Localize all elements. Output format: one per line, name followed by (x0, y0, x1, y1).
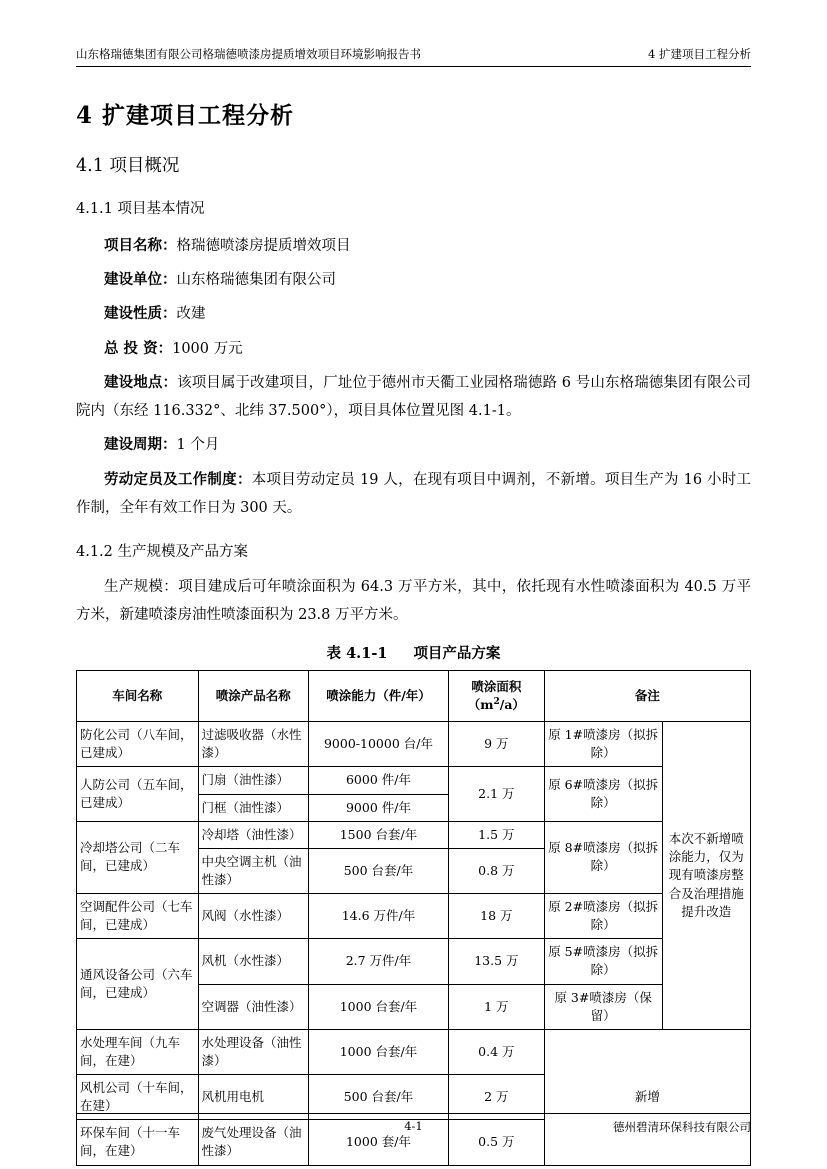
info-value: 本项目劳动定员 19 人，在现有项目中调剂，不新增。项目生产为 16 小时工作制，全年有效工作日为 300 天。 (76, 471, 751, 516)
info-value: 该项目属于改建项目，厂址位于德州市天衢工业园格瑞德路 6 号山东格瑞德集团有限公司院内（东经 116.332°、北纬 37.500°），项目具体位置见图 4.1-1。 (76, 374, 751, 420)
cell-product: 风机（水性漆） (198, 939, 308, 984)
info-label: 建设性质： (104, 305, 177, 323)
cell-product: 门框（油性漆） (198, 794, 308, 821)
table-caption-title: 项目产品方案 (413, 644, 501, 662)
cell-area: 9 万 (448, 722, 544, 767)
subsection-title-basic-info: 4.1.1 项目基本情况 (76, 200, 205, 217)
page-footer (76, 1113, 751, 1135)
info-value: 山东格瑞德集团有限公司 (176, 272, 336, 289)
info-total-investment (76, 335, 751, 363)
header-left-text: 山东格瑞德集团有限公司格瑞德喷漆房提质增效项目环境影响报告书 (76, 47, 421, 61)
cell-product: 中央空调主机（油性漆） (198, 848, 308, 893)
table-row (77, 767, 751, 794)
info-construction-period (76, 431, 751, 459)
col-area-unit2: /a） (499, 697, 525, 712)
cell-note: 原 6#喷漆房（拟拆除） (544, 767, 662, 821)
info-construction-nature (76, 300, 751, 328)
cell-product: 水处理设备（油性漆） (198, 1029, 308, 1074)
col-area-unit: （m (467, 697, 494, 712)
cell-note: 原 8#喷漆房（拟拆除） (544, 821, 662, 893)
header-right-text: 4 扩建项目工程分析 (648, 47, 751, 61)
table-header-row (77, 670, 751, 721)
cell-note: 原 2#喷漆房（拟拆除） (544, 894, 662, 939)
cell-product: 门扇（油性漆） (198, 767, 308, 794)
cell-note: 原 5#喷漆房（拟拆除） (544, 939, 662, 984)
info-label: 建设单位： (104, 271, 177, 289)
cell-capacity: 500 台套/年 (309, 1075, 449, 1120)
info-label: 项目名称： (104, 236, 177, 254)
cell-capacity: 14.6 万件/年 (309, 894, 449, 939)
info-value: 1000 万元 (172, 340, 243, 357)
cell-capacity: 1500 台套/年 (309, 821, 449, 848)
info-value: 改建 (176, 306, 206, 323)
col-area (448, 670, 544, 721)
info-staffing-schedule (76, 466, 751, 523)
running-header (76, 48, 751, 67)
cell-note: 原 3#喷漆房（保留） (544, 984, 662, 1029)
cell-capacity: 500 台套/年 (309, 848, 449, 893)
table-row (77, 939, 751, 984)
info-value: 格瑞德喷漆房提质增效项目 (176, 237, 351, 254)
col-capacity: 喷涂能力（件/年） (309, 670, 449, 721)
col-note: 备注 (544, 670, 750, 721)
cell-capacity: 2.7 万件/年 (309, 939, 449, 984)
table-row (77, 821, 751, 848)
cell-workshop: 水处理车间（九车间，在建） (77, 1029, 199, 1074)
page-number: 4-1 (404, 1119, 423, 1133)
info-value: 1 个月 (176, 437, 220, 454)
table-caption-number: 表 4.1-1 (326, 644, 388, 662)
cell-product: 过滤吸收器（水性漆） (198, 722, 308, 767)
info-construction-site (76, 369, 751, 426)
cell-note-merged-new: 新增 (544, 1029, 750, 1165)
cell-workshop: 人防公司（五车间，已建成） (77, 767, 199, 821)
cell-capacity: 1000 台套/年 (309, 1029, 449, 1074)
subsection-title-production-scale: 4.1.2 生产规模及产品方案 (76, 544, 249, 561)
table-row (77, 722, 751, 767)
cell-workshop: 空调配件公司（七车间，已建成） (77, 894, 199, 939)
cell-area: 0.8 万 (448, 848, 544, 893)
cell-workshop: 防化公司（八车间，已建成） (77, 722, 199, 767)
cell-product: 风机用电机 (198, 1075, 308, 1120)
cell-workshop: 风机公司（十车间，在建） (77, 1075, 199, 1120)
cell-product: 风阀（水性漆） (198, 894, 308, 939)
cell-product: 废气处理设备（油性漆） (198, 1120, 308, 1165)
col-product: 喷涂产品名称 (198, 670, 308, 721)
cell-capacity: 1000 套/年 (309, 1120, 449, 1165)
cell-capacity: 6000 件/年 (309, 767, 449, 794)
cell-area: 2.1 万 (448, 767, 544, 821)
cell-capacity: 9000-10000 台/年 (309, 722, 449, 767)
cell-product: 冷却塔（油性漆） (198, 821, 308, 848)
info-label: 建设周期： (104, 436, 177, 454)
col-workshop: 车间名称 (77, 670, 199, 721)
info-label: 建设地点： (104, 373, 178, 391)
footer-company: 德州碧清环保科技有限公司 (613, 1120, 751, 1134)
production-scale-paragraph: 生产规模：项目建成后可年喷涂面积为 64.3 万平方米，其中，依托现有水性喷漆面积为 40.5 万平方米，新建喷漆房油性喷漆面积为 23.8 万平方米。 (76, 579, 751, 624)
cell-area: 18 万 (448, 894, 544, 939)
table-caption (76, 642, 751, 663)
table-row (77, 1029, 751, 1074)
cell-capacity: 9000 件/年 (309, 794, 449, 821)
cell-area: 13.5 万 (448, 939, 544, 984)
cell-capacity: 1000 台套/年 (309, 984, 449, 1029)
cell-area: 1 万 (448, 984, 544, 1029)
cell-area: 0.4 万 (448, 1029, 544, 1074)
cell-workshop: 冷却塔公司（二车间，已建成） (77, 821, 199, 893)
info-label: 总 投 资： (104, 339, 173, 357)
cell-area: 2 万 (448, 1075, 544, 1120)
cell-workshop: 环保车间（十一车间，在建） (77, 1120, 199, 1165)
col-area-sup: 2 (493, 696, 500, 707)
section-title: 4.1 项目概况 (76, 155, 180, 176)
chapter-title: 4 扩建项目工程分析 (76, 101, 295, 129)
info-construction-unit (76, 266, 751, 294)
cell-product: 空调器（油性漆） (198, 984, 308, 1029)
cell-area: 1.5 万 (448, 821, 544, 848)
table-row (77, 894, 751, 939)
cell-note: 原 1#喷漆房（拟拆除） (544, 722, 662, 767)
col-area-main: 喷涂面积 (471, 678, 522, 694)
cell-workshop: 通风设备公司（六车间，已建成） (77, 939, 199, 1030)
info-label: 劳动定员及工作制度： (104, 470, 252, 488)
info-project-name (76, 232, 751, 260)
product-scheme-table (76, 670, 751, 1166)
cell-area: 0.5 万 (448, 1120, 544, 1165)
cell-note-merged: 本次不新增喷涂能力，仅为现有喷漆房整合及治理措施提升改造 (662, 722, 750, 1030)
